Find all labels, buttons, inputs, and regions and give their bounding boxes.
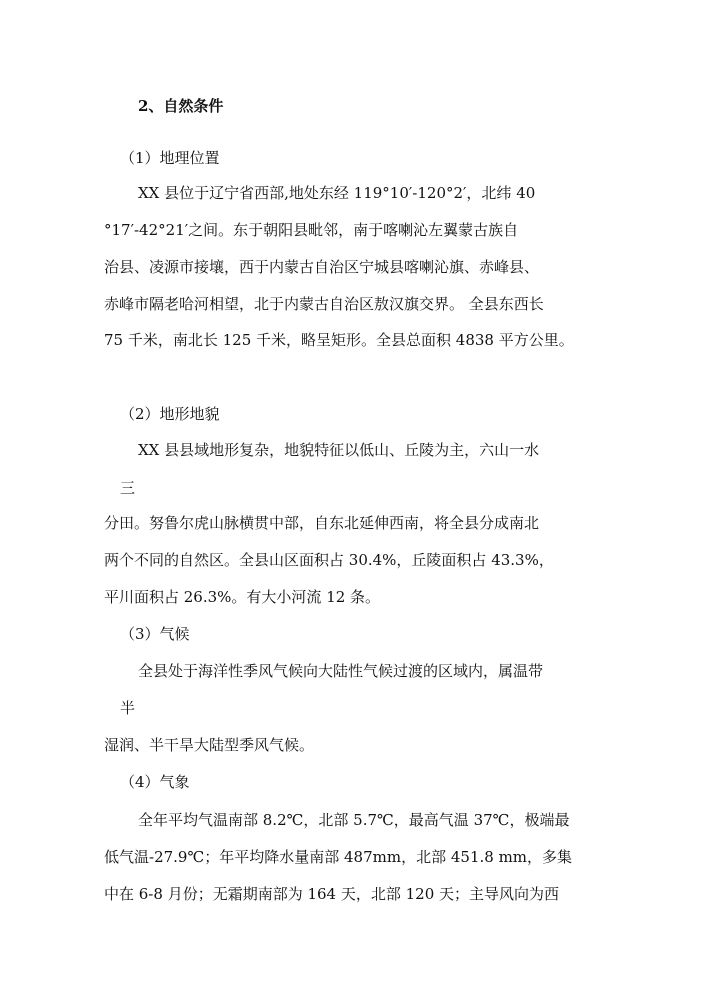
- terrain-line-2: 三: [120, 479, 136, 497]
- climate-line-1: 全县处于海洋性季风气候向大陆性气候过渡的区域内，属温带: [138, 662, 544, 680]
- terrain-line-4: 两个不同的自然区。全县山区面积占 30.4%，丘陵面积占 43.3%，: [104, 551, 554, 569]
- terrain-line-3: 分田。努鲁尔虎山脉横贯中部，自东北延伸西南，将全县分成南北: [104, 514, 540, 532]
- climate-heading: （3）气候: [120, 625, 190, 643]
- weather-line-3: 中在 6-8 月份；无霜期南部为 164 天，北部 120 天；主导风向为西: [104, 885, 560, 903]
- geo-line-4: 赤峰市隔老哈河相望，北于内蒙古自治区敖汉旗交界。 全县东西长: [104, 295, 544, 313]
- weather-heading: （4）气象: [120, 773, 190, 791]
- terrain-line-5: 平川面积占 26.3%。有大小河流 12 条。: [104, 588, 381, 606]
- terrain-heading: （2）地形地貌: [120, 405, 220, 423]
- geo-heading: （1）地理位置: [120, 149, 220, 167]
- weather-line-2: 低气温-27.9℃；年平均降水量南部 487mm，北部 451.8 mm，多集: [104, 848, 573, 866]
- climate-line-2: 半: [120, 699, 136, 717]
- geo-line-2: °17′-42°21′之间。东于朝阳县毗邻，南于喀喇沁左翼蒙古族自: [104, 221, 519, 239]
- terrain-line-1: XX 县县域地形复杂，地貌特征以低山、丘陵为主，六山一水: [138, 441, 540, 459]
- weather-line-1: 全年平均气温南部 8.2℃，北部 5.7℃，最高气温 37℃，极端最: [138, 811, 570, 829]
- climate-line-3: 湿润、半干旱大陆型季风气候。: [104, 736, 315, 754]
- geo-line-5: 75 千米，南北长 125 千米，略呈矩形。全县总面积 4838 平方公里。: [104, 331, 574, 349]
- geo-line-1: XX 县位于辽宁省西部,地处东经 119°10′-120°2′，北纬 40: [138, 184, 536, 202]
- section-title: 2、自然条件: [138, 97, 224, 115]
- geo-line-3: 治县、凌源市接壤，西于内蒙古自治区宁城县喀喇沁旗、赤峰县、: [104, 258, 540, 276]
